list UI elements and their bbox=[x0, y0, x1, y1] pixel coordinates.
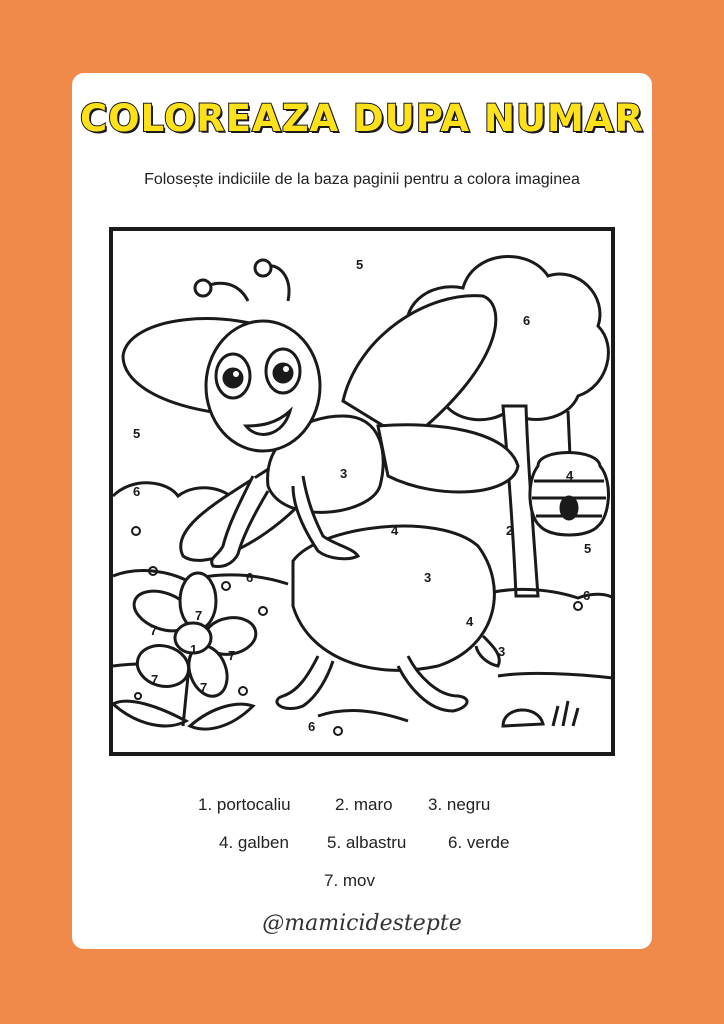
legend-item-brown: 2. maro bbox=[335, 795, 393, 814]
legend-item-yellow: 4. galben bbox=[219, 833, 289, 852]
coloring-picture bbox=[108, 226, 616, 757]
number-label: 3 bbox=[498, 644, 506, 659]
number-label: 6 bbox=[583, 588, 591, 603]
page-title: COLOREAZA DUPA NUMAR bbox=[79, 97, 644, 140]
number-label: 6 bbox=[246, 570, 254, 585]
legend-item-orange: 1. portocaliu bbox=[198, 795, 291, 814]
instructions-text: Folosește indiciile de la baza paginii pentru a colora imaginea bbox=[144, 171, 580, 188]
number-label: 5 bbox=[133, 426, 141, 441]
number-label: 4 bbox=[391, 523, 399, 538]
number-label: 5 bbox=[584, 541, 592, 556]
number-label: 7 bbox=[150, 623, 158, 638]
bee-head bbox=[195, 260, 320, 451]
number-label: 4 bbox=[466, 614, 474, 629]
number-label: 6 bbox=[308, 719, 316, 734]
worksheet-card bbox=[72, 73, 652, 949]
author-signature: @mamicidestepte bbox=[262, 911, 462, 936]
number-label: 4 bbox=[566, 468, 574, 483]
number-label: 3 bbox=[424, 570, 432, 585]
number-label: 5 bbox=[356, 257, 364, 272]
legend-item-purple: 7. mov bbox=[324, 871, 376, 890]
number-label: 7 bbox=[195, 608, 203, 623]
number-label: 2 bbox=[506, 523, 514, 538]
legend-item-blue: 5. albastru bbox=[327, 833, 407, 852]
number-label: 7 bbox=[151, 672, 159, 687]
number-label: 6 bbox=[133, 484, 141, 499]
legend-item-black: 3. negru bbox=[428, 795, 491, 814]
number-label: 6 bbox=[523, 313, 531, 328]
number-label: 7 bbox=[200, 680, 208, 695]
legend-item-green: 6. verde bbox=[448, 833, 510, 852]
number-label: 3 bbox=[340, 466, 348, 481]
number-label: 7 bbox=[228, 648, 236, 663]
number-label: 1 bbox=[190, 642, 198, 657]
flower bbox=[113, 573, 259, 729]
